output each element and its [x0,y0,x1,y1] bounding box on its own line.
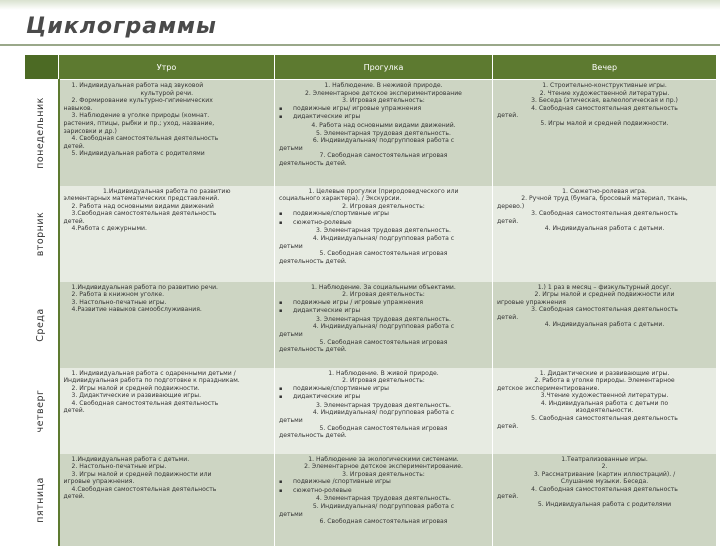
morning-line: 4.Свободная самостоятельная деятельность [71,485,217,493]
walk-line: 5. Индивидуальная/ подгрупповая работа с [312,503,455,511]
walk-line: ▪ дидактические игры [279,113,488,122]
evening-line: детское экспериментирование. [497,384,600,392]
evening-line: 3. Свободная самостоятельная деятельность [531,210,678,218]
walk-line: 4. Индивидуальная/ подгрупповая работа с [312,323,455,331]
schedule-table-frame [24,54,716,544]
morning-line: детей. [63,142,85,150]
morning-cell [59,186,275,282]
evening-line: 1.) 1 раз в месяц – физкультурный досуг. [537,283,672,291]
evening-cell [493,80,717,186]
morning-line: зарисовки и др.) [63,127,117,135]
morning-line: детей. [63,217,85,225]
morning-line: 1.Индивидуальная работа с детьми. [71,455,190,463]
walk-line: 3. Игровая деятельность: [342,97,425,105]
morning-cell [59,282,275,368]
morning-line: навыков. [63,104,93,112]
evening-line: 4. Свободная самостоятельная деятельность [531,485,678,493]
walk-line: детьми [279,417,303,425]
walk-line: 5. Свободная самостоятельная игровая [319,338,448,346]
walk-line: детьми [279,144,303,152]
morning-line: 4. Свободная самостоятельная деятельность [71,399,219,407]
morning-line: 4. Свободная самостоятельная деятельность [71,135,219,143]
walk-line: детьми [279,510,303,518]
morning-cell [59,368,275,454]
morning-line: культурой речи. [140,89,194,97]
walk-cell [275,282,493,368]
evening-line: 4. Индивидуальная работа с детьми по [540,399,669,407]
walk-cell [275,368,493,454]
evening-line: 2. Работа в уголке природы. Элементарное [534,377,675,385]
walk-line: деятельность детей. [279,346,347,354]
header-corner [25,55,59,80]
table-body [25,80,717,546]
walk-line: деятельность детей. [279,432,347,440]
walk-line: 2. Элементарное детское экспериментирование. [304,463,463,471]
evening-line: изодеятельности. [575,407,634,415]
walk-line: 3. Элементарная трудовая деятельность. [316,227,451,235]
morning-line: 3. Настольно-печатные игры. [71,298,167,306]
schedule-table [24,54,717,546]
evening-line: 3. Беседа (этическая, валеологическая и пр.) [531,97,678,105]
walk-line: 4. Элементарная трудовая деятельность. [316,495,451,503]
walk-line: 2. Игровая деятельность: [342,377,425,385]
morning-line: 3. Игры малой и средней подвижности или [71,470,212,478]
evening-line: 1. Дидактические и развивающие игры. [539,369,670,377]
day-label: четверг [35,389,47,432]
walk-line: 3. Элементарная трудовая деятельность. [316,401,451,409]
header-evening: Вечер [493,55,717,80]
morning-cell [59,454,275,546]
evening-line: 2. Чтение художественной литературы. [539,89,670,97]
walk-line: 2. Элементарное детское экспериментирование [305,89,462,97]
day-cell [25,282,59,368]
evening-line: 5. Индивидуальная работа с родителями [537,501,672,509]
day-cell [25,80,59,186]
walk-line: детьми [279,331,303,339]
table-row [25,80,717,186]
walk-line: ▪ подвижные игры/ игровые упражнения [279,105,488,114]
walk-line: ▪ дидактические игры [279,307,488,316]
walk-line: 5. Элементарная трудовая деятельность. [316,129,451,137]
day-label: понедельник [35,96,47,169]
evening-line: игровые упражнения [497,298,566,306]
evening-line: детей. [497,112,519,120]
evening-line: 1.Театрализованные игры. [561,455,648,463]
evening-line: 4. Индивидуальная работа с детьми. [544,225,665,233]
walk-line: ▪ подвижные /спортивные игры [279,478,488,487]
walk-line: 2. Игровая деятельность: [342,291,425,299]
evening-line: 3. Рассматривание (картин иллюстраций). / [533,470,676,478]
evening-line: 5. Свободная самостоятельная деятельность [531,415,678,423]
walk-line: 1. Наблюдение. В живой природе. [328,369,439,377]
walk-line: 1. Наблюдение за экологическими системами. [308,455,459,463]
walk-cell [275,454,493,546]
walk-line: 1. Наблюдение. За социальными объектами. [311,283,456,291]
walk-line: 4. Работа над основными видами движений. [311,121,456,129]
morning-line: 2. Работа над основными видами движений [71,202,214,210]
morning-line: 3. Дидактические и развивающие игры. [71,392,202,400]
morning-line: 1. Индивидуальная работа с одаренными детьми / [71,369,236,377]
evening-line: детей. [497,217,519,225]
header-morning: Утро [59,55,275,80]
walk-line: 1. Наблюдение. В неживой природе. [324,82,443,89]
evening-line: Слушание музыки. Беседа. [560,478,649,486]
walk-line: социального характера). / Экскурсии. [279,195,402,203]
morning-line: 4.Работа с дежурными. [71,225,147,233]
walk-line: 1. Целевые прогулки (природоведческого или [308,187,459,195]
morning-line: Индивидуальная работа по подготовке к праздникам. [63,377,240,385]
walk-line: 3. Игровая деятельность: [342,470,425,478]
day-cell [25,454,59,546]
morning-line: 3.Свободная самостоятельная деятельность [71,210,217,218]
morning-line: 2. Настольно-печатные игры. [71,463,167,471]
walk-line: 7. Свободная самостоятельная игровая [319,152,448,160]
slide-title: Циклограммы [26,14,217,39]
evening-line: 2. [601,463,608,471]
day-label: вторник [35,211,47,256]
walk-cell [275,186,493,282]
morning-line: детей. [63,407,85,415]
evening-line: детей. [497,313,519,321]
table-row [25,282,717,368]
morning-line: 3. Наблюдение в уголке природы (комнат. [71,112,210,120]
morning-line: элементарных математических представлений. [63,195,220,203]
morning-line: 4.Развитие навыков самообслуживания. [71,306,202,314]
title-divider [0,44,720,46]
walk-line: 6. Индивидуальная/ подгрупповая работа с [312,137,455,145]
walk-line: 5. Свободная самостоятельная игровая [319,424,448,432]
evening-line: 4. Свободная самостоятельная деятельность [531,104,678,112]
morning-line: 2. Формирование культурно-гигиенических [71,97,213,105]
walk-line: 4. Индивидуальная/ подгрупповая работа с [312,235,455,243]
walk-line: 3. Элементарная трудовая деятельность. [316,315,451,323]
walk-line: ▪ сюжетно-ролевые [279,487,488,496]
top-stripe [0,0,720,10]
table-row [25,368,717,454]
walk-line: ▪ подвижные игры / игровые упражнения [279,299,488,308]
header-walk: Прогулка [275,55,493,80]
evening-line: 2. Ручной труд (бумага, бросовый материал, ткань, [521,195,688,203]
morning-line: детей. [63,493,85,501]
morning-line: 1. Индивидуальная работа над звуковой [71,82,204,89]
evening-line: 1. Сюжетно-ролевая игра. [562,187,647,195]
table-row [25,454,717,546]
walk-line: 4. Индивидуальная/ подгрупповая работа с [312,409,455,417]
walk-line: детьми [279,242,303,250]
walk-line: 5. Свободная самостоятельная игровая [319,250,448,258]
evening-line: дерево.) [497,202,525,210]
walk-line: деятельность детей. [279,257,347,265]
evening-line: 4. Индивидуальная работа с детьми. [544,321,665,329]
walk-line: ▪ подвижные/спортивные игры [279,385,488,394]
day-cell [25,368,59,454]
morning-line: игровые упражнения. [63,478,135,486]
evening-cell [493,454,717,546]
day-cell [25,186,59,282]
morning-cell [59,80,275,186]
walk-line: ▪ дидактические игры [279,393,488,402]
table-header-row [25,55,717,80]
walk-line: 6. Свободная самостоятельная игровая [319,518,448,526]
evening-cell [493,186,717,282]
morning-line: 1.Индивидуальная работа по развитию речи. [71,283,218,291]
morning-line: 5. Индивидуальная работа с родителями [71,150,205,158]
morning-line: 2. Игры малой и средней подвижности. [71,384,200,392]
evening-line: детей. [497,493,519,501]
walk-cell [275,80,493,186]
day-label: пятница [35,476,47,523]
day-label: Среда [35,307,47,342]
walk-line: деятельность детей. [279,159,347,167]
walk-line: 2. Игровая деятельность: [342,202,425,210]
evening-line: детей. [497,422,519,430]
evening-line: 2. Игры малой и средней подвижности или [534,291,675,299]
evening-line: 3.Чтение художественной литературы. [540,392,669,400]
morning-line: 2. Работа в книжном уголке. [71,291,165,299]
morning-line: 1.Индивидуальная работа по развитию [103,187,231,195]
evening-cell [493,282,717,368]
table-row [25,186,717,282]
evening-line: 3. Свободная самостоятельная деятельность [531,306,678,314]
morning-line: растения, птицы, рыбки и пр.; уход, название, [63,119,215,127]
walk-line: ▪ подвижные/спортивные игры [279,210,488,219]
evening-line: 5. Игры малой и средней подвижности. [540,119,669,127]
evening-cell [493,368,717,454]
evening-line: 1. Строительно-конструктивные игры. [542,82,667,89]
walk-line: ▪ сюжетно-ролевые [279,219,488,228]
